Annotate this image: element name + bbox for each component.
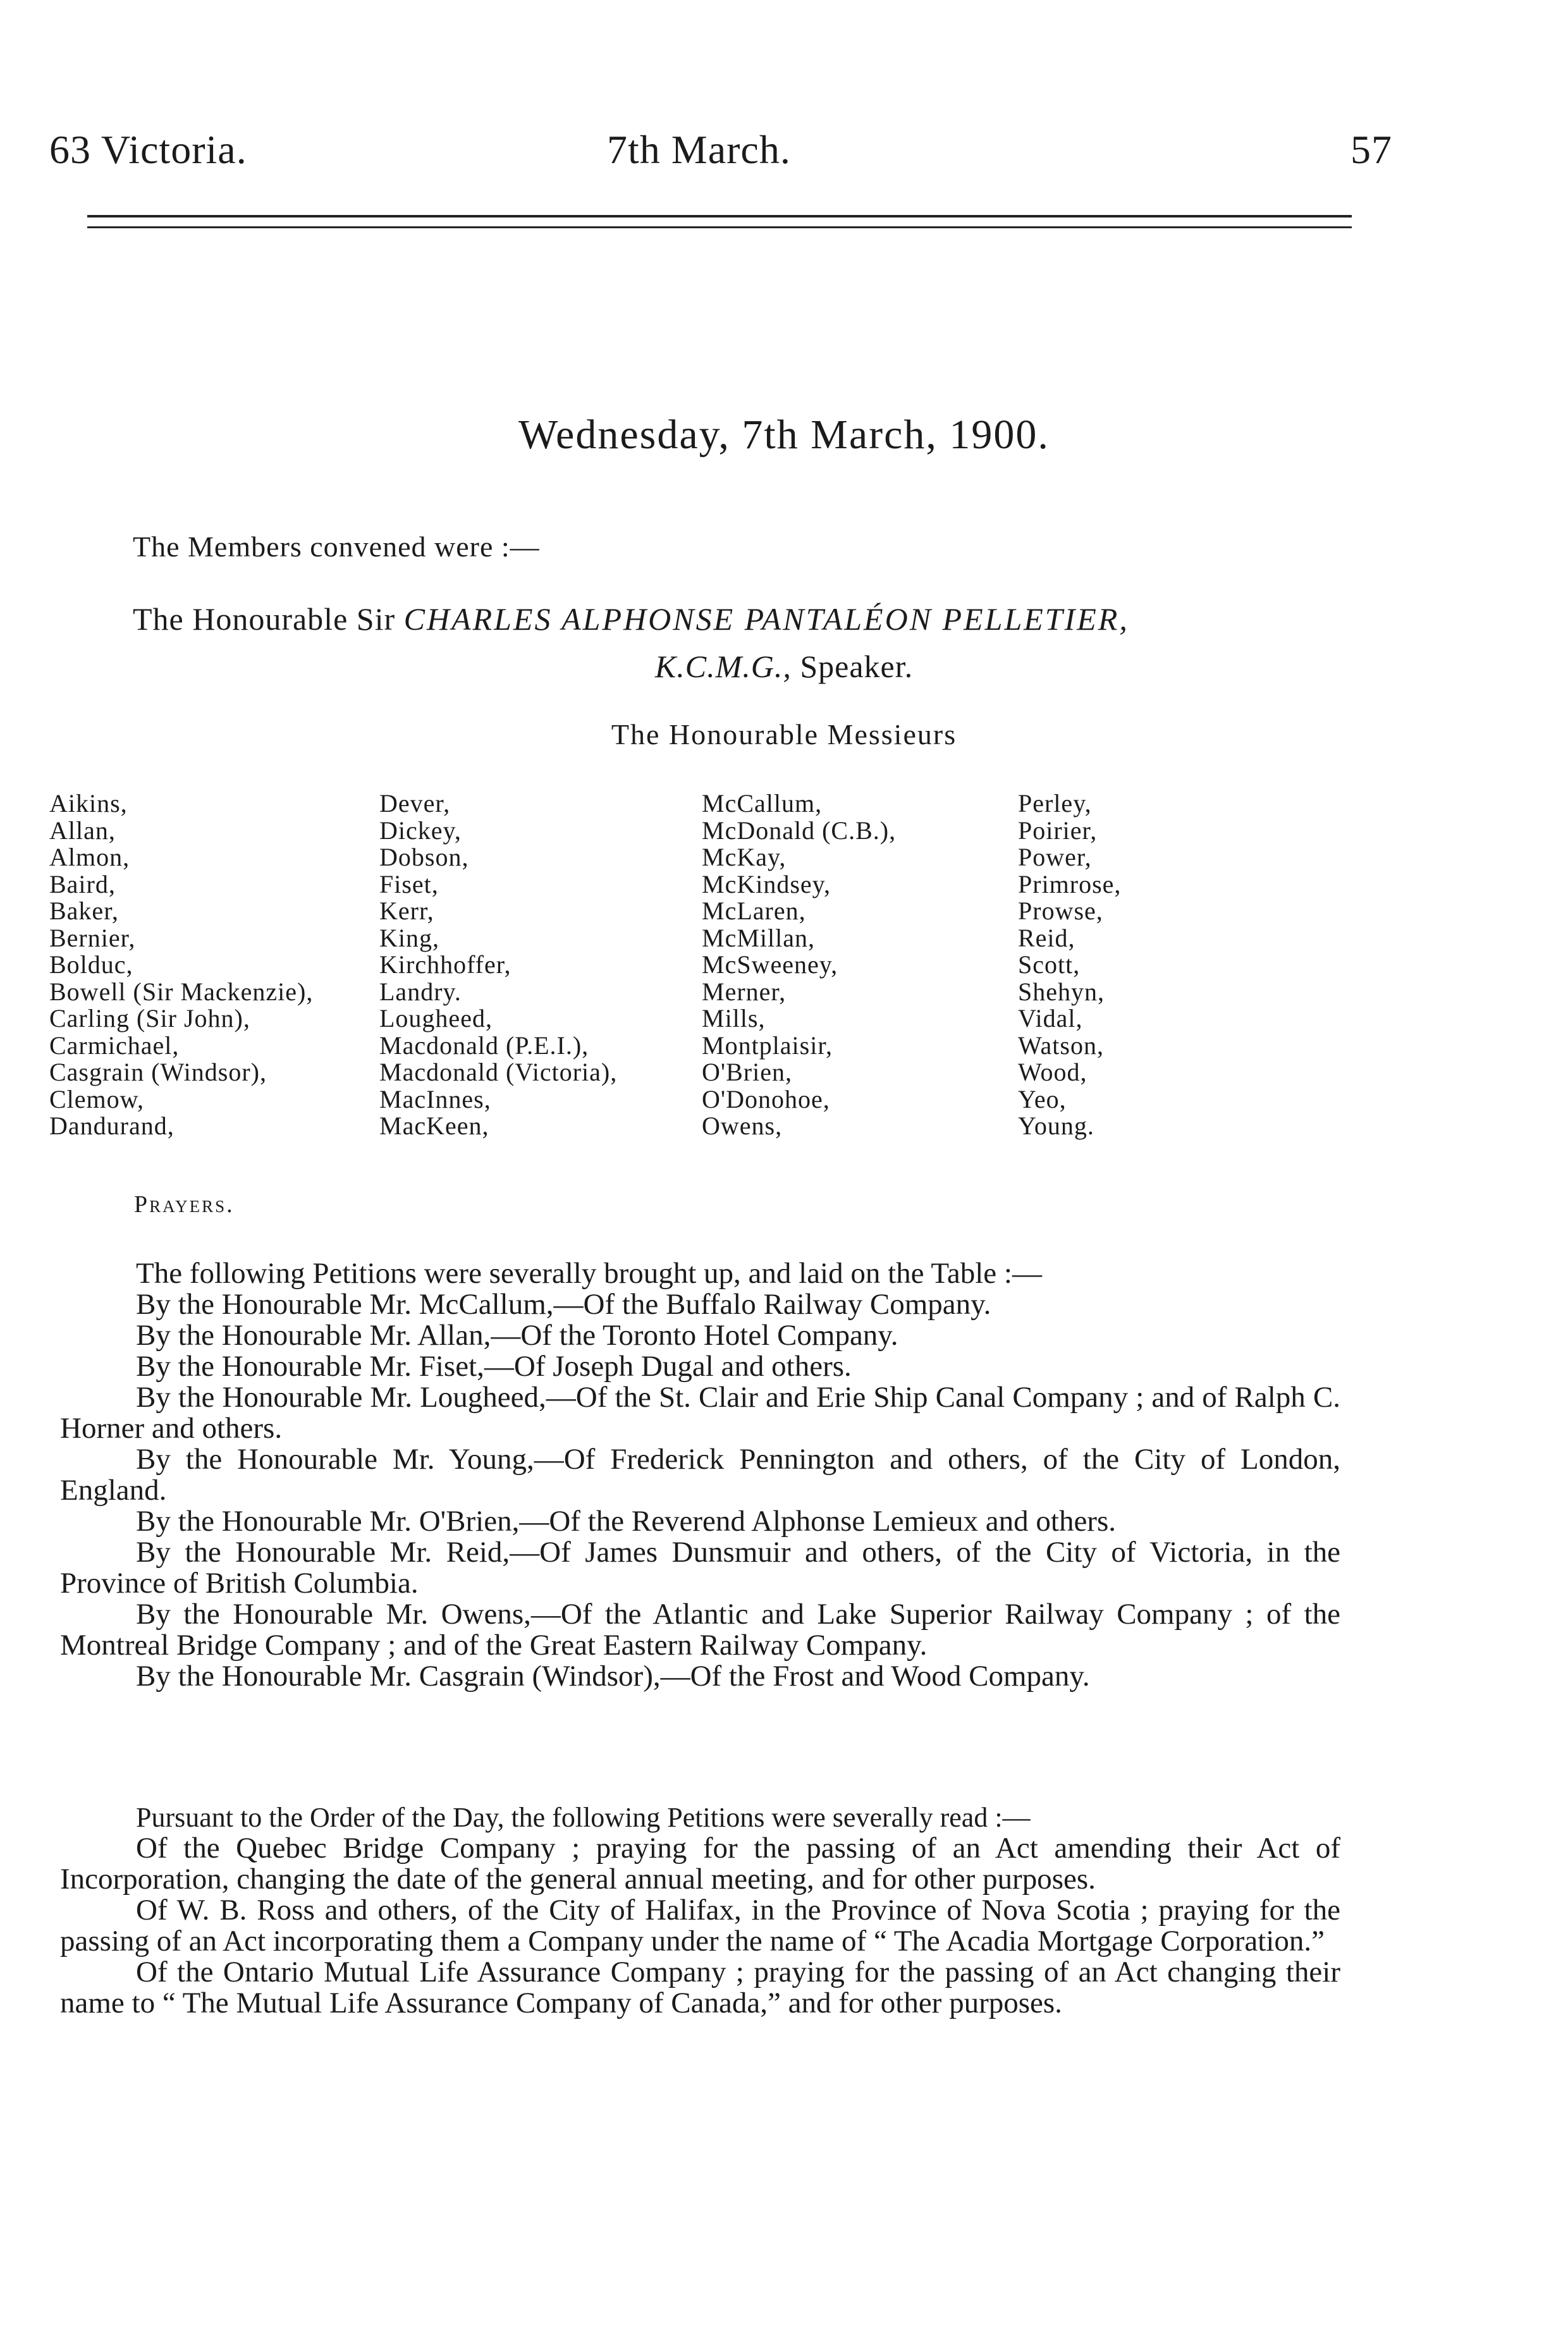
- member-name: McMillan,: [702, 923, 815, 952]
- member-name: Bolduc,: [49, 950, 133, 979]
- member-name: Kirchhoffer,: [379, 950, 511, 979]
- member-name: Macdonald (P.E.I.),: [379, 1031, 589, 1060]
- member-name: Aikins,: [49, 789, 128, 818]
- member-name: Dobson,: [379, 843, 469, 871]
- petition-entry: By the Honourable Mr. Lougheed,—Of the St. Clair and Erie Ship Canal Company ; and of Ralph C. Horner and others.: [60, 1381, 1340, 1445]
- petitions-presented-section: [60, 1258, 1340, 1692]
- member-name: Baker,: [49, 897, 119, 925]
- member-name: Power,: [1018, 843, 1092, 871]
- member-name: O'Brien,: [702, 1058, 792, 1086]
- member-name: Mills,: [702, 1004, 766, 1032]
- members-column-3: [702, 790, 896, 1140]
- member-name: Bernier,: [49, 923, 136, 952]
- member-name: Clemow,: [49, 1084, 144, 1113]
- member-name: Allan,: [49, 816, 116, 845]
- petition-entry: By the Honourable Mr. Young,—Of Frederick Pennington and others, of the City of London, England.: [60, 1443, 1340, 1507]
- member-name: Kerr,: [379, 897, 434, 925]
- member-name: Perley,: [1018, 789, 1092, 818]
- header-rule-bottom: [87, 226, 1352, 228]
- member-name: Shehyn,: [1018, 977, 1105, 1006]
- member-name: Young.: [1018, 1112, 1094, 1140]
- page-number: 57: [1351, 127, 1392, 172]
- petition-entry: By the Honourable Mr. McCallum,—Of the Buffalo Railway Company.: [136, 1288, 991, 1321]
- members-convened-line: The Members convened were :—: [133, 530, 540, 563]
- member-name: McDonald (C.B.),: [702, 816, 897, 845]
- member-name: Carmichael,: [49, 1031, 180, 1060]
- member-name: Prowse,: [1018, 897, 1103, 925]
- member-name: Almon,: [49, 843, 130, 871]
- member-name: McSweeney,: [702, 950, 838, 979]
- member-name: McLaren,: [702, 897, 806, 925]
- members-column-2: [379, 790, 617, 1140]
- petition-entry: By the Honourable Mr. Fiset,—Of Joseph Dugal and others.: [136, 1350, 852, 1383]
- speaker-title: Speaker.: [791, 649, 914, 684]
- member-name: Reid,: [1018, 923, 1075, 952]
- sitting-date-heading: Wednesday, 7th March, 1900.: [518, 412, 1050, 458]
- petition-entry: By the Honourable Mr. O'Brien,—Of the Reverend Alphonse Lemieux and others.: [136, 1505, 1116, 1538]
- member-name: Watson,: [1018, 1031, 1104, 1060]
- petition-read-entry: Of the Ontario Mutual Life Assurance Company ; praying for the passing of an Act changing their name to “ The Mutual Life Assurance Company of Canada,” and for other purposes.: [60, 1956, 1340, 2019]
- member-name: Owens,: [702, 1112, 783, 1140]
- petition-read-entry: Of W. B. Ross and others, of the City of Halifax, in the Province of Nova Scotia ; praying for the passing of an Act incorporating them a Company under the name of “ The Acadia Mortgage Corporation.”: [60, 1894, 1340, 1957]
- running-header-date: 7th March.: [607, 127, 791, 172]
- member-name: Fiset,: [379, 869, 439, 898]
- speaker-prefix: The Honourable Sir: [133, 601, 404, 637]
- speaker-line: [133, 601, 1129, 637]
- petition-entry: By the Honourable Mr. Reid,—Of James Dunsmuir and others, of the City of Victoria, in the Province of British Columbia.: [60, 1536, 1340, 1600]
- member-name: Primrose,: [1018, 869, 1122, 898]
- petition-entry: By the Honourable Mr. Casgrain (Windsor),—Of the Frost and Wood Company.: [136, 1660, 1090, 1693]
- member-name: Montplaisir,: [702, 1031, 833, 1060]
- header-rule-top: [87, 215, 1352, 217]
- member-name: Lougheed,: [379, 1004, 493, 1032]
- member-name: Scott,: [1018, 950, 1081, 979]
- member-name: Yeo,: [1018, 1084, 1067, 1113]
- members-column-4: [1018, 790, 1121, 1140]
- member-name: McKay,: [702, 843, 787, 871]
- member-name: Casgrain (Windsor),: [49, 1058, 267, 1086]
- member-name: McKindsey,: [702, 869, 831, 898]
- member-name: Dickey,: [379, 816, 462, 845]
- petitions-intro: The following Petitions were severally brought up, and laid on the Table :—: [136, 1257, 1042, 1290]
- member-name: O'Donohoe,: [702, 1084, 830, 1113]
- members-column-1: [49, 790, 313, 1140]
- speaker-honour: K.C.M.G.,: [654, 649, 792, 684]
- member-name: Macdonald (Victoria),: [379, 1058, 618, 1086]
- member-name: Poirier,: [1018, 816, 1098, 845]
- member-name: Vidal,: [1018, 1004, 1083, 1032]
- member-name: MacKeen,: [379, 1112, 489, 1140]
- prayers-heading: Prayers.: [134, 1191, 235, 1218]
- member-name: Landry.: [379, 977, 462, 1006]
- member-name: Merner,: [702, 977, 787, 1006]
- member-name: Dever,: [379, 789, 451, 818]
- messieurs-heading: The Honourable Messieurs: [611, 718, 957, 750]
- petitions-read-section: [60, 1802, 1340, 2019]
- petition-entry: By the Honourable Mr. Owens,—Of the Atlantic and Lake Superior Railway Company ; of the Montreal Bridge Company ; and of the Great Eastern Railway Company.: [60, 1598, 1340, 1662]
- member-name: Dandurand,: [49, 1112, 175, 1140]
- speaker-title-line: [0, 648, 1568, 685]
- petition-read-entry: Of the Quebec Bridge Company ; praying for the passing of an Act amending their Act of Incorporation, changing the date of the general annual meeting, and for other purposes.: [60, 1832, 1340, 1896]
- member-name: Bowell (Sir Mackenzie),: [49, 977, 314, 1006]
- member-name: Carling (Sir John),: [49, 1004, 250, 1032]
- member-name: King,: [379, 923, 439, 952]
- member-name: MacInnes,: [379, 1084, 491, 1113]
- running-header-session: 63 Victoria.: [49, 127, 247, 172]
- member-name: Wood,: [1018, 1058, 1087, 1086]
- petition-entry: By the Honourable Mr. Allan,—Of the Toronto Hotel Company.: [136, 1319, 898, 1352]
- speaker-name: CHARLES ALPHONSE PANTALÉON PELLETIER,: [403, 601, 1129, 637]
- member-name: McCallum,: [702, 789, 823, 818]
- member-name: Baird,: [49, 869, 116, 898]
- petitions-read-intro: Pursuant to the Order of the Day, the following Petitions were severally read :—: [136, 1802, 1031, 1833]
